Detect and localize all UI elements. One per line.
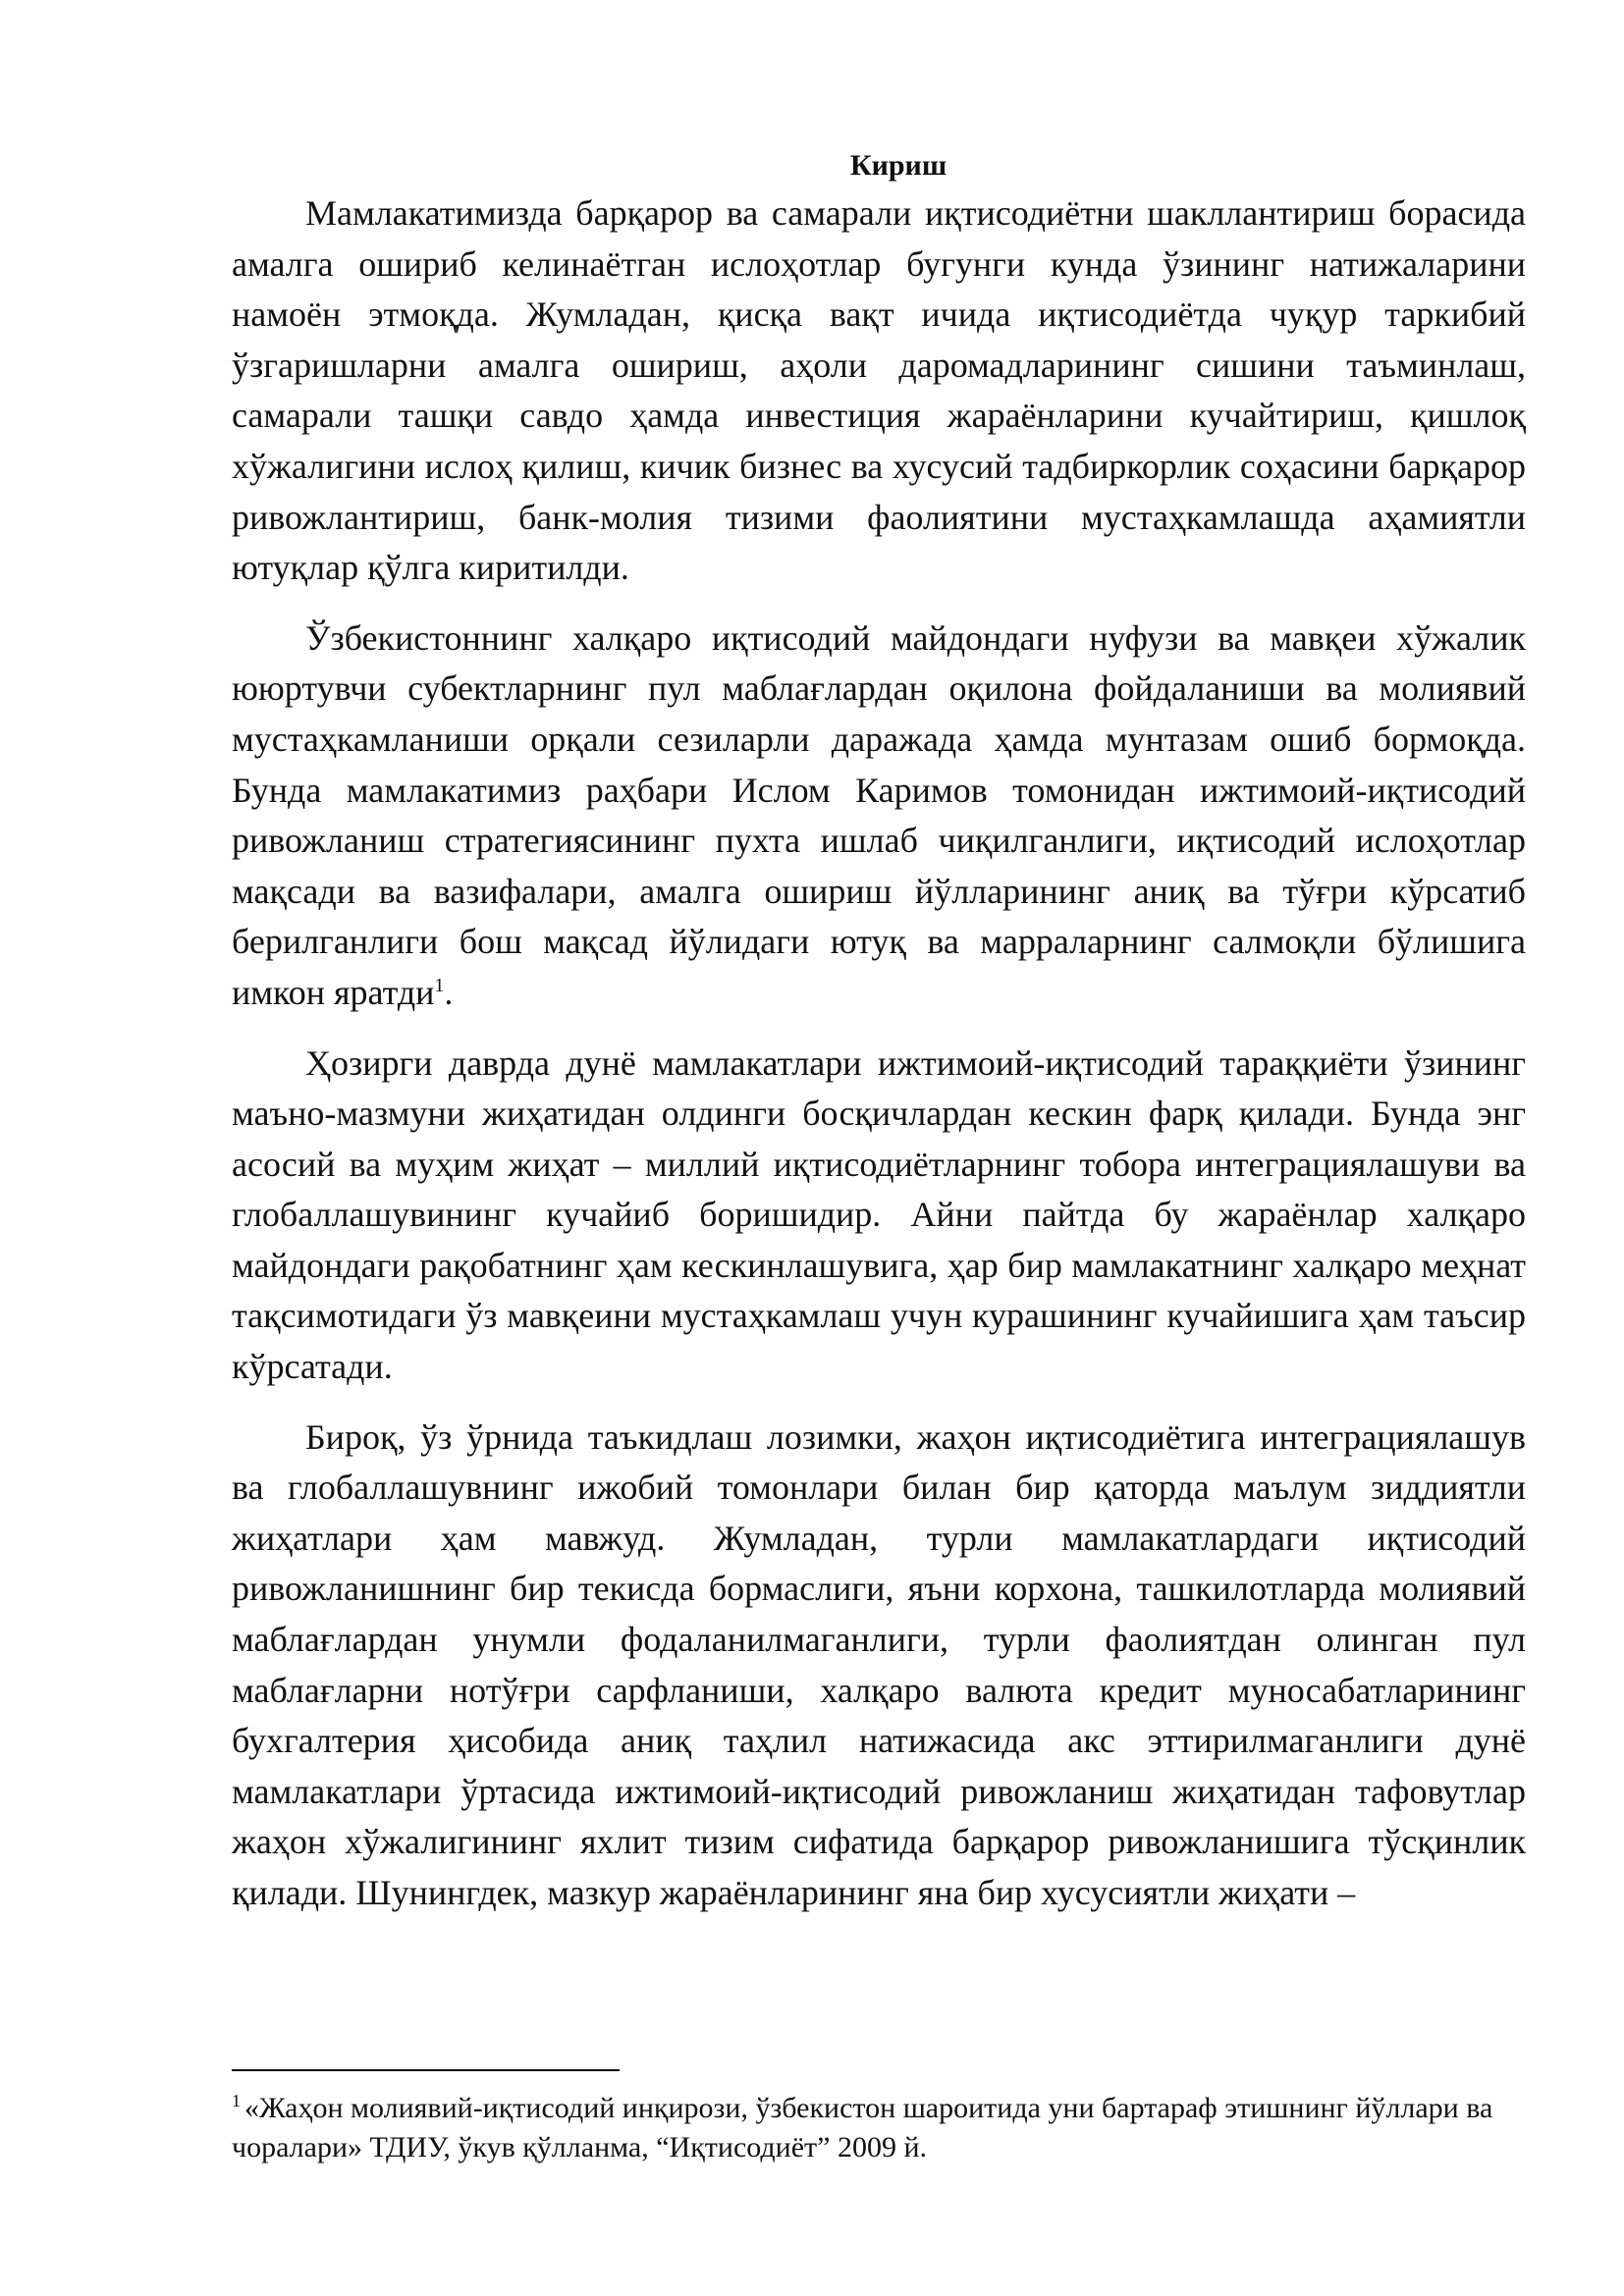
- paragraph-4: Бироқ, ўз ўрнида таъкидлаш лозимки, жаҳон иқтисодиётига интеграциялашув ва глобаллашувнинг ижобий томонлари билан бир қаторда маълум зиддиятли жиҳатлари ҳам мавжуд. Жумладан, турли мамлакатлардаги иқтисодий ривожланишнинг бир текисда бормаслиги, яъни корхона, ташкилотларда молиявий маблағлардан унумли фодаланилмаганлиги, турли фаолиятдан олинган пул маблағларни нотўғри сарфланиши, халқаро валюта кредит муносабатларининг бухгалтерия ҳисобида аниқ таҳлил натижасида акс эттирилмаганлиги дунё мамлакатлари ўртасида ижтимоий-иқтисодий ривожланиш жиҳатидан тафовутлар жаҳон хўжалигининг яхлит тизим сифатида барқарор ривожланишига тўсқинлик қилади. Шунингдек, мазкур жараёнларининг яна бир хусусиятли жиҳати –: [232, 1416, 1526, 1912]
- paragraph-2: [232, 614, 1526, 1019]
- paragraph-2-text: Ўзбекистоннинг халқаро иқтисодий майдондаги нуфузи ва мавқеи хўжалик ююртувчи субектларнинг пул маблағлардан оқилона фойдаланиши ва молиявий мустаҳкамланиши орқали сезиларли даражада ҳамда мунтазам ошиб бормоқда. Бунда мамлакатимиз раҳбари Ислом Каримов томонидан ижтимоий-иқтисодий ривожланиш стратегиясининг пухта ишлаб чиқилганлиги, иқтисодий ислоҳотлар мақсади ва вазифалари, амалга ошириш йўлларининг аниқ ва тўғри кўрсатиб берилганлиги бош мақсад йўлидаги ютуқ ва марраларнинг салмоқли бўлишига имкон яратди: [232, 617, 1526, 1012]
- footnote-reference[interactable]: 1: [434, 974, 445, 996]
- paragraph-1: Мамлакатимизда барқарор ва самарали иқтисодиётни шакллантириш борасида амалга ошириб келинаётган ислоҳотлар бугунги кунда ўзининг натижаларини намоён этмоқда. Жумладан, қисқа вақт ичида иқтисодиётда чуқур таркибий ўзгаришларни амалга ошириш, аҳоли даромадларининг сишини таъминлаш, самарали ташқи савдо ҳамда инвестиция жараёнларини кучайтириш, қишлоқ хўжалигини ислоҳ қилиш, кичик бизнес ва хусусий тадбиркорлик соҳасини барқарор ривожлантириш, банк-молия тизими фаолиятини мустаҳкамлашда аҳамиятли ютуқлар қўлга киритилди.: [232, 193, 1526, 588]
- footnote-text: «Жаҳон молиявий-иқтисодий инқирози, ўзбекистон шароитида уни бартараф этишнинг йўллари ва чоралари» ТДИУ, ўкув қўлланма, “Иқтисодиёт” 2009 й.: [232, 2092, 1493, 2163]
- paragraph-3: Ҳозирги даврда дунё мамлакатлари ижтимоий-иқтисодий тараққиёти ўзининг маъно-мазмуни жиҳатидан олдинги босқичлардан кескин фарқ қилади. Бунда энг асосий ва муҳим жиҳат – миллий иқтисодиётларнинг тобора интеграциялашуви ва глобаллашувининг кучайиб боришидир. Айни пайтда бу жараёнлар халқаро майдондаги рақобатнинг ҳам кескинлашувига, ҳар бир мамлакатнинг халқаро меҳнат тақсимотидаги ўз мавқеини мустаҳкамлаш учун курашининг кучайишига ҳам таъсир кўрсатади.: [232, 1042, 1526, 1387]
- paragraph-2-end: .: [444, 972, 454, 1012]
- footnote: [232, 2089, 1526, 2167]
- document-body: [232, 147, 1526, 1939]
- footnote-separator: [232, 2069, 620, 2071]
- footnote-marker: 1: [232, 2091, 241, 2110]
- document-heading: Кириш: [849, 149, 947, 182]
